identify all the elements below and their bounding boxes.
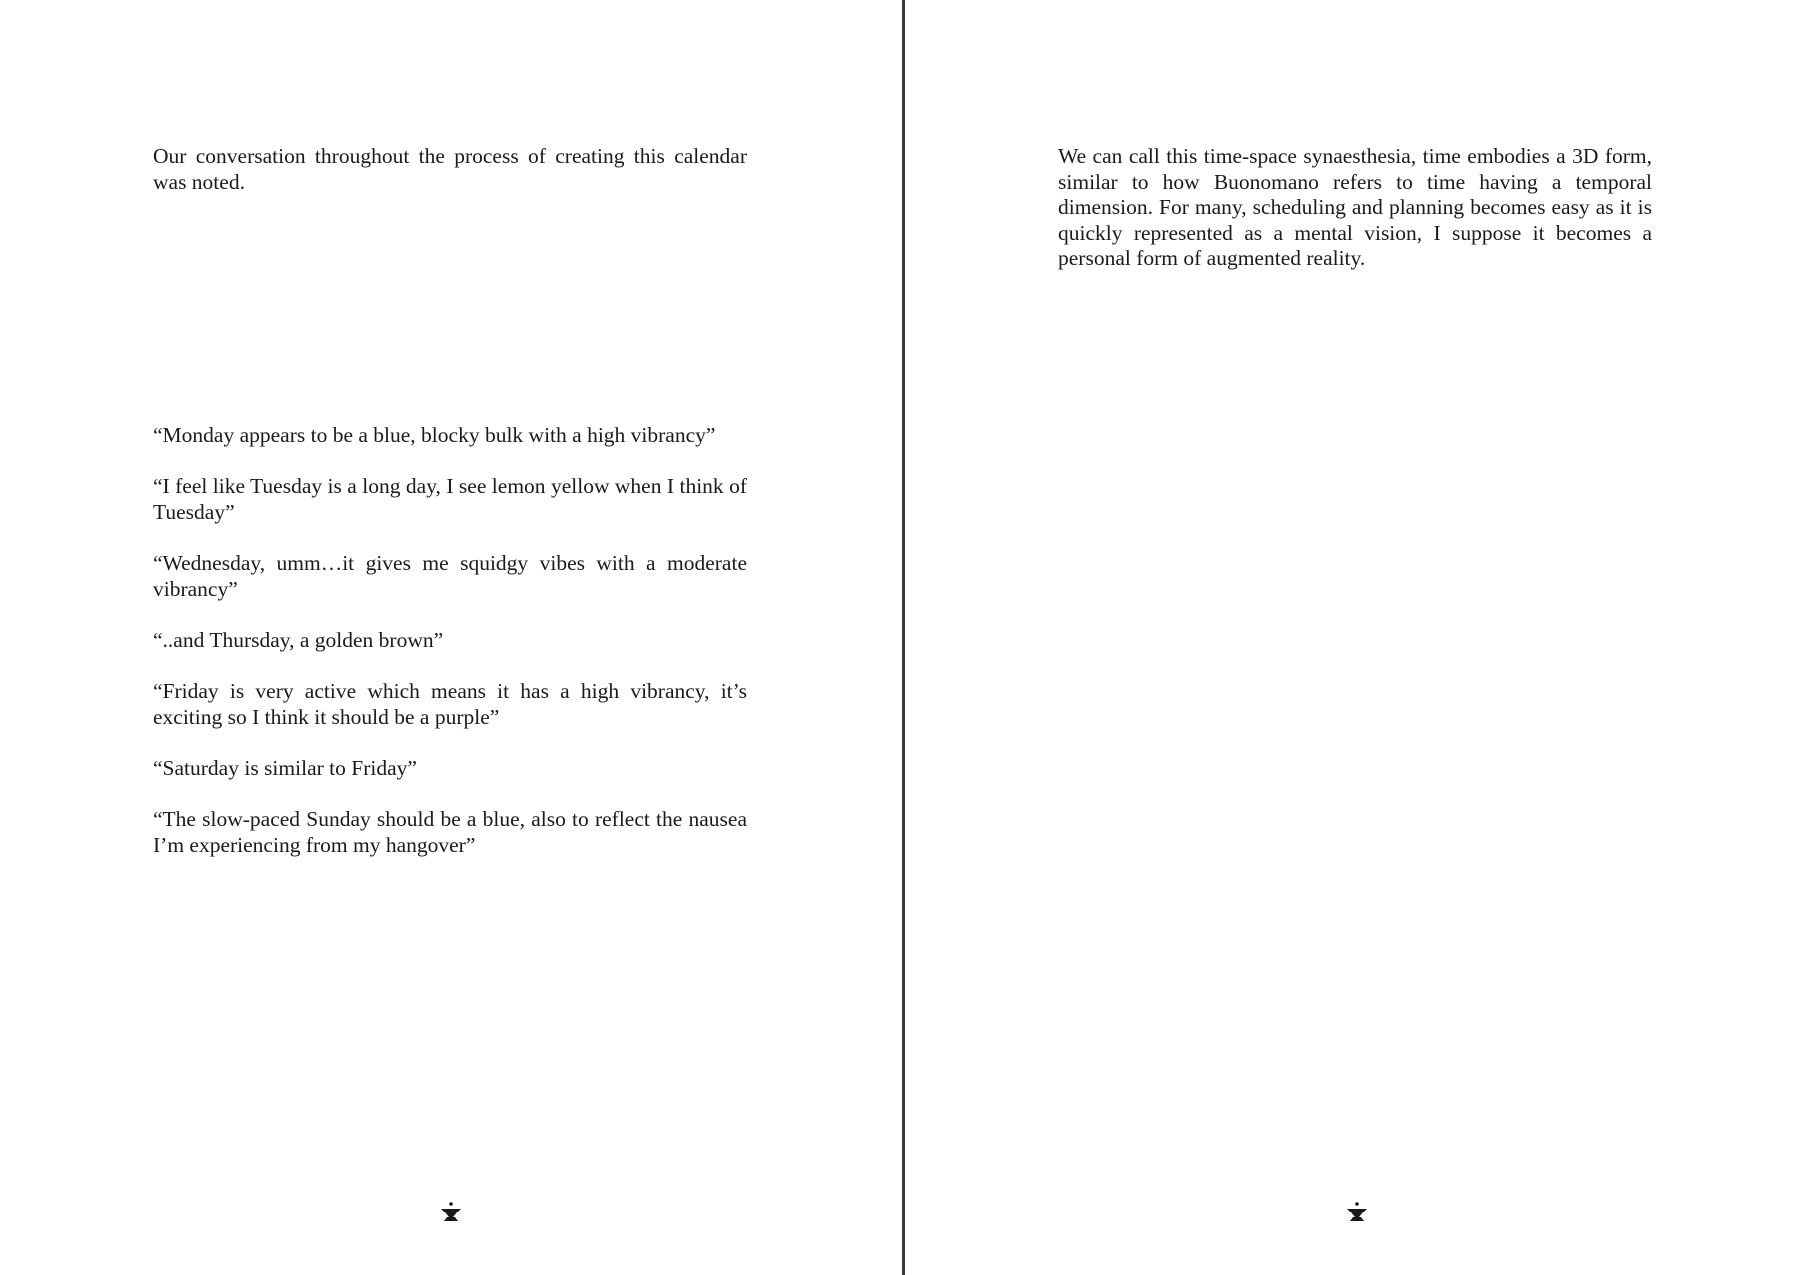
ornament-icon [1342, 1200, 1372, 1224]
quote-sunday: “The slow-paced Sunday should be a blue, also to reflect the nausea I’m experiencing from my hangover” [153, 806, 747, 857]
quote-friday: “Friday is very active which means it has a high vibrancy, it’s exciting so I think it should be a purple” [153, 678, 747, 729]
page-gutter-divider [902, 0, 905, 1275]
quote-list [153, 423, 747, 884]
ornament-icon [436, 1200, 466, 1224]
intro-paragraph: Our conversation throughout the process of creating this calendar was noted. [153, 144, 747, 194]
body-paragraph: We can call this time-space synaesthesia, time embodies a 3D form, similar to how Buonomano refers to time having a temporal dimension. For many, scheduling and planning becomes easy as it is quickly represented as a mental vision, I suppose it becomes a personal form of augmented reality. [1058, 144, 1652, 271]
quote-thursday: “..and Thursday, a golden brown” [153, 627, 444, 652]
quote-monday: “Monday appears to be a blue, blocky bulk with a high vibrancy” [153, 423, 716, 447]
quote-wednesday: “Wednesday, umm…it gives me squidgy vibes with a moderate vibrancy” [153, 550, 747, 601]
quote-saturday: “Saturday is similar to Friday” [153, 755, 417, 780]
quote-tuesday: “I feel like Tuesday is a long day, I see lemon yellow when I think of Tuesday” [153, 474, 747, 524]
right-page [906, 0, 1804, 1275]
